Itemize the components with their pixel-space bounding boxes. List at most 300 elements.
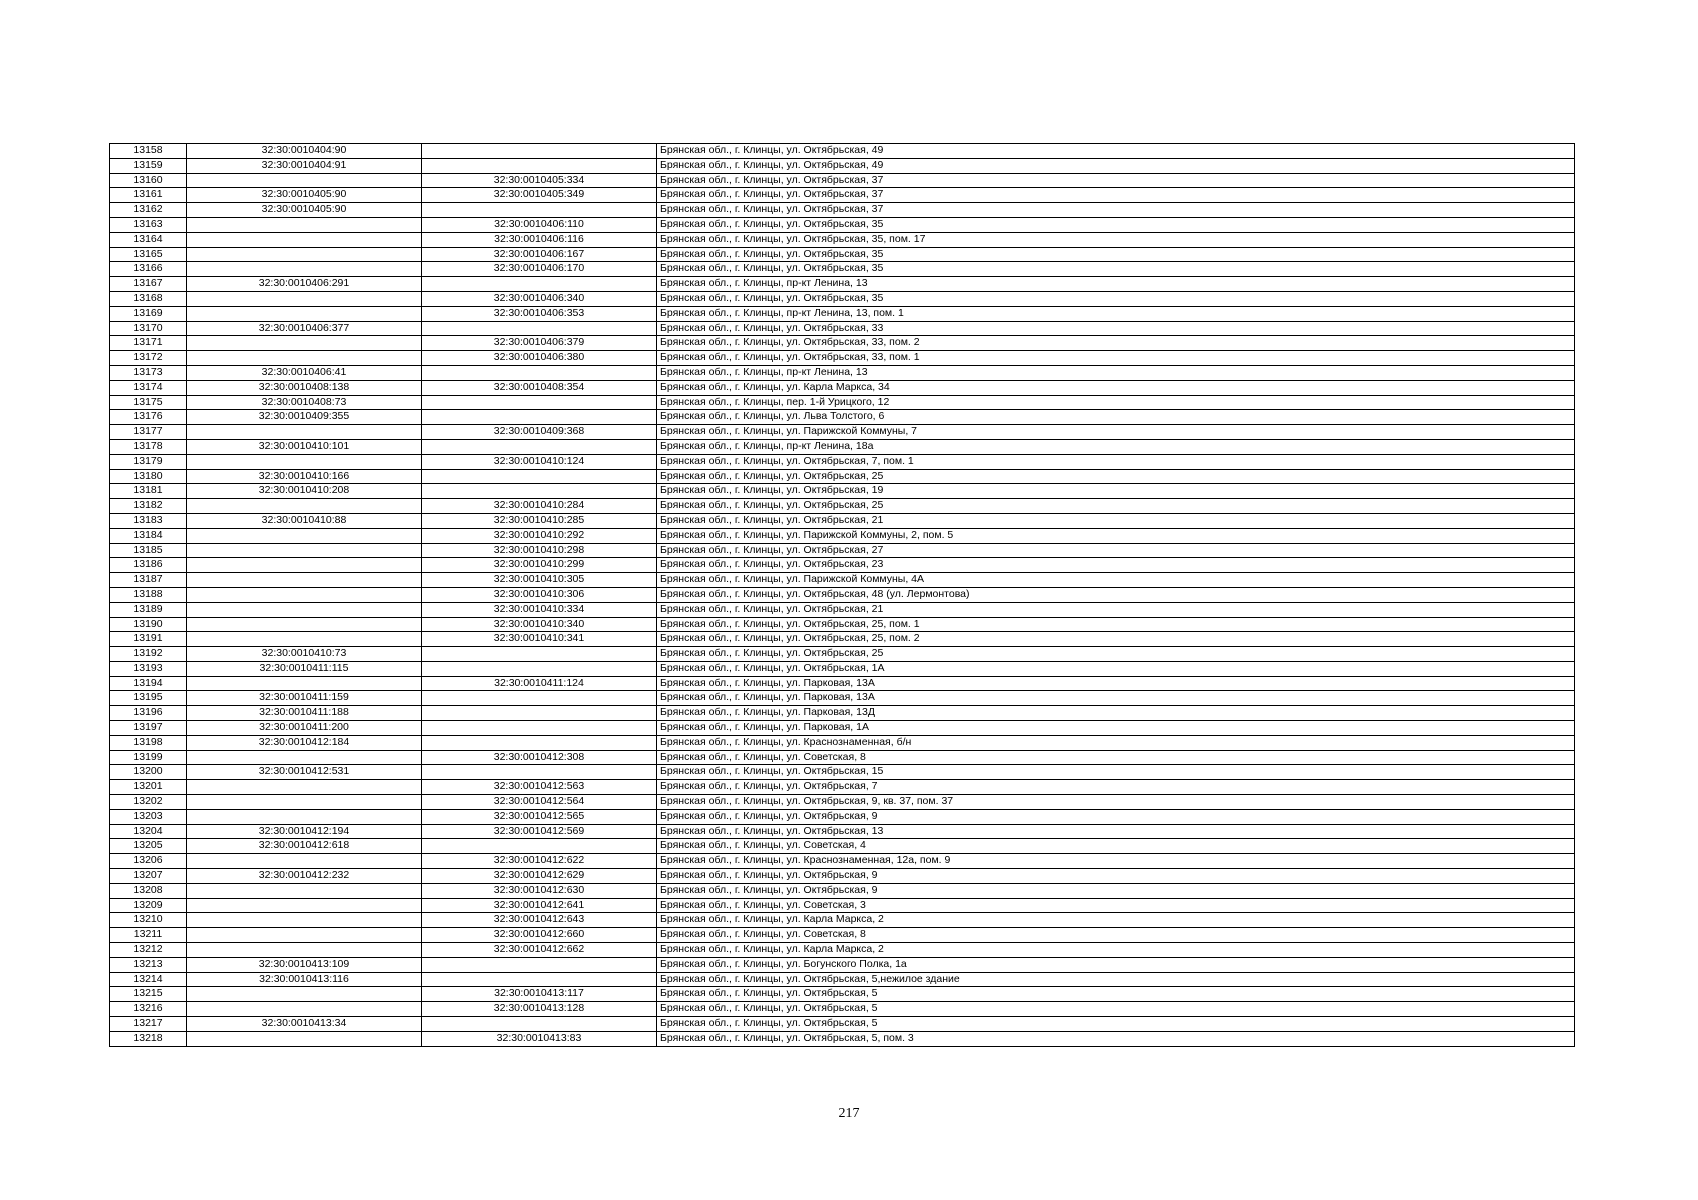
address-cell: Брянская обл., г. Клинцы, ул. Октябрьская, 25, пом. 2 (657, 632, 1575, 647)
building-cadastral-number-cell: 32:30:0010410:285 (422, 513, 657, 528)
building-cadastral-number-cell: 32:30:0010410:124 (422, 454, 657, 469)
table-row (110, 513, 1575, 528)
address-cell: Брянская обл., г. Клинцы, ул. Октябрьская, 35 (657, 217, 1575, 232)
row-number-cell: 13186 (110, 558, 187, 573)
address-cell: Брянская обл., г. Клинцы, ул. Парковая, 13А (657, 676, 1575, 691)
row-number-cell: 13187 (110, 573, 187, 588)
building-cadastral-number-cell (422, 484, 657, 499)
row-number-cell: 13167 (110, 277, 187, 292)
building-cadastral-number-cell (422, 203, 657, 218)
land-cadastral-number-cell: 32:30:0010412:184 (187, 735, 422, 750)
table-row (110, 765, 1575, 780)
registry-table-body (110, 144, 1575, 1047)
row-number-cell: 13185 (110, 543, 187, 558)
land-cadastral-number-cell (187, 247, 422, 262)
land-cadastral-number-cell (187, 943, 422, 958)
building-cadastral-number-cell: 32:30:0010406:379 (422, 336, 657, 351)
row-number-cell: 13163 (110, 217, 187, 232)
table-row (110, 602, 1575, 617)
row-number-cell: 13158 (110, 144, 187, 159)
row-number-cell: 13204 (110, 824, 187, 839)
building-cadastral-number-cell (422, 410, 657, 425)
land-cadastral-number-cell (187, 173, 422, 188)
row-number-cell: 13164 (110, 232, 187, 247)
building-cadastral-number-cell: 32:30:0010412:630 (422, 883, 657, 898)
land-cadastral-number-cell: 32:30:0010408:73 (187, 395, 422, 410)
row-number-cell: 13176 (110, 410, 187, 425)
building-cadastral-number-cell (422, 144, 657, 159)
row-number-cell: 13194 (110, 676, 187, 691)
table-row (110, 869, 1575, 884)
address-cell: Брянская обл., г. Клинцы, ул. Октябрьская, 9 (657, 883, 1575, 898)
land-cadastral-number-cell (187, 336, 422, 351)
table-row (110, 898, 1575, 913)
row-number-cell: 13205 (110, 839, 187, 854)
row-number-cell: 13215 (110, 987, 187, 1002)
table-row (110, 854, 1575, 869)
land-cadastral-number-cell: 32:30:0010410:208 (187, 484, 422, 499)
building-cadastral-number-cell: 32:30:0010412:660 (422, 928, 657, 943)
row-number-cell: 13168 (110, 291, 187, 306)
land-cadastral-number-cell: 32:30:0010408:138 (187, 380, 422, 395)
building-cadastral-number-cell (422, 647, 657, 662)
table-row (110, 780, 1575, 795)
address-cell: Брянская обл., г. Клинцы, ул. Октябрьская, 21 (657, 513, 1575, 528)
building-cadastral-number-cell (422, 395, 657, 410)
land-cadastral-number-cell (187, 809, 422, 824)
table-row (110, 839, 1575, 854)
building-cadastral-number-cell (422, 957, 657, 972)
land-cadastral-number-cell: 32:30:0010412:618 (187, 839, 422, 854)
building-cadastral-number-cell (422, 158, 657, 173)
land-cadastral-number-cell: 32:30:0010404:91 (187, 158, 422, 173)
address-cell: Брянская обл., г. Клинцы, ул. Октябрьская, 33, пом. 1 (657, 351, 1575, 366)
address-cell: Брянская обл., г. Клинцы, ул. Советская, 4 (657, 839, 1575, 854)
address-cell: Брянская обл., г. Клинцы, ул. Октябрьская, 7, пом. 1 (657, 454, 1575, 469)
page-number: 217 (838, 1106, 860, 1121)
building-cadastral-number-cell: 32:30:0010412:563 (422, 780, 657, 795)
row-number-cell: 13179 (110, 454, 187, 469)
table-row (110, 380, 1575, 395)
table-row (110, 795, 1575, 810)
building-cadastral-number-cell (422, 321, 657, 336)
land-cadastral-number-cell (187, 750, 422, 765)
building-cadastral-number-cell: 32:30:0010406:110 (422, 217, 657, 232)
address-cell: Брянская обл., г. Клинцы, ул. Октябрьская, 35 (657, 262, 1575, 277)
table-row (110, 1002, 1575, 1017)
land-cadastral-number-cell (187, 543, 422, 558)
row-number-cell: 13188 (110, 587, 187, 602)
land-cadastral-number-cell: 32:30:0010412:194 (187, 824, 422, 839)
table-row (110, 676, 1575, 691)
table-row (110, 425, 1575, 440)
building-cadastral-number-cell: 32:30:0010413:128 (422, 1002, 657, 1017)
table-row (110, 173, 1575, 188)
row-number-cell: 13207 (110, 869, 187, 884)
table-row (110, 232, 1575, 247)
building-cadastral-number-cell: 32:30:0010410:284 (422, 499, 657, 514)
address-cell: Брянская обл., г. Клинцы, ул. Парижской Коммуны, 2, пом. 5 (657, 528, 1575, 543)
table-row (110, 188, 1575, 203)
table-row (110, 321, 1575, 336)
row-number-cell: 13177 (110, 425, 187, 440)
row-number-cell: 13203 (110, 809, 187, 824)
row-number-cell: 13173 (110, 365, 187, 380)
land-cadastral-number-cell (187, 217, 422, 232)
table-row (110, 543, 1575, 558)
table-row (110, 943, 1575, 958)
building-cadastral-number-cell: 32:30:0010410:305 (422, 573, 657, 588)
table-row (110, 587, 1575, 602)
address-cell: Брянская обл., г. Клинцы, ул. Октябрьская, 27 (657, 543, 1575, 558)
table-row (110, 617, 1575, 632)
row-number-cell: 13206 (110, 854, 187, 869)
row-number-cell: 13161 (110, 188, 187, 203)
address-cell: Брянская обл., г. Клинцы, ул. Парковая, 13А (657, 691, 1575, 706)
land-cadastral-number-cell (187, 351, 422, 366)
address-cell: Брянская обл., г. Клинцы, ул. Октябрьская, 7 (657, 780, 1575, 795)
building-cadastral-number-cell: 32:30:0010408:354 (422, 380, 657, 395)
building-cadastral-number-cell: 32:30:0010409:368 (422, 425, 657, 440)
land-cadastral-number-cell: 32:30:0010404:90 (187, 144, 422, 159)
table-row (110, 484, 1575, 499)
table-row (110, 957, 1575, 972)
building-cadastral-number-cell (422, 469, 657, 484)
building-cadastral-number-cell (422, 765, 657, 780)
land-cadastral-number-cell (187, 454, 422, 469)
table-row (110, 262, 1575, 277)
building-cadastral-number-cell (422, 661, 657, 676)
row-number-cell: 13197 (110, 721, 187, 736)
address-cell: Брянская обл., г. Клинцы, пр-кт Ленина, 13 (657, 365, 1575, 380)
land-cadastral-number-cell (187, 262, 422, 277)
address-cell: Брянская обл., г. Клинцы, ул. Советская, 3 (657, 898, 1575, 913)
address-cell: Брянская обл., г. Клинцы, ул. Октябрьская, 33, пом. 2 (657, 336, 1575, 351)
address-cell: Брянская обл., г. Клинцы, ул. Советская, 8 (657, 928, 1575, 943)
address-cell: Брянская обл., г. Клинцы, пр-кт Ленина, 18а (657, 439, 1575, 454)
row-number-cell: 13192 (110, 647, 187, 662)
land-cadastral-number-cell (187, 587, 422, 602)
building-cadastral-number-cell: 32:30:0010412:629 (422, 869, 657, 884)
land-cadastral-number-cell (187, 602, 422, 617)
row-number-cell: 13190 (110, 617, 187, 632)
building-cadastral-number-cell (422, 721, 657, 736)
address-cell: Брянская обл., г. Клинцы, ул. Карла Маркса, 34 (657, 380, 1575, 395)
address-cell: Брянская обл., г. Клинцы, пер. 1-й Урицкого, 12 (657, 395, 1575, 410)
building-cadastral-number-cell: 32:30:0010410:306 (422, 587, 657, 602)
row-number-cell: 13199 (110, 750, 187, 765)
land-cadastral-number-cell (187, 632, 422, 647)
land-cadastral-number-cell: 32:30:0010411:159 (187, 691, 422, 706)
building-cadastral-number-cell: 32:30:0010406:116 (422, 232, 657, 247)
table-row (110, 661, 1575, 676)
registry-table (109, 143, 1575, 1047)
address-cell: Брянская обл., г. Клинцы, ул. Октябрьская, 49 (657, 158, 1575, 173)
building-cadastral-number-cell: 32:30:0010411:124 (422, 676, 657, 691)
building-cadastral-number-cell (422, 691, 657, 706)
address-cell: Брянская обл., г. Клинцы, ул. Октябрьская, 25 (657, 499, 1575, 514)
row-number-cell: 13196 (110, 706, 187, 721)
address-cell: Брянская обл., г. Клинцы, ул. Краснознаменная, б/н (657, 735, 1575, 750)
land-cadastral-number-cell (187, 928, 422, 943)
building-cadastral-number-cell (422, 277, 657, 292)
address-cell: Брянская обл., г. Клинцы, ул. Октябрьская, 37 (657, 188, 1575, 203)
row-number-cell: 13208 (110, 883, 187, 898)
row-number-cell: 13171 (110, 336, 187, 351)
row-number-cell: 13162 (110, 203, 187, 218)
land-cadastral-number-cell (187, 306, 422, 321)
row-number-cell: 13193 (110, 661, 187, 676)
table-row (110, 291, 1575, 306)
row-number-cell: 13200 (110, 765, 187, 780)
row-number-cell: 13217 (110, 1017, 187, 1032)
land-cadastral-number-cell: 32:30:0010411:188 (187, 706, 422, 721)
table-row (110, 809, 1575, 824)
address-cell: Брянская обл., г. Клинцы, пр-кт Ленина, 13 (657, 277, 1575, 292)
building-cadastral-number-cell: 32:30:0010413:83 (422, 1031, 657, 1046)
row-number-cell: 13184 (110, 528, 187, 543)
land-cadastral-number-cell: 32:30:0010413:116 (187, 972, 422, 987)
table-row (110, 454, 1575, 469)
building-cadastral-number-cell: 32:30:0010406:353 (422, 306, 657, 321)
land-cadastral-number-cell (187, 987, 422, 1002)
row-number-cell: 13198 (110, 735, 187, 750)
table-row (110, 158, 1575, 173)
table-row (110, 706, 1575, 721)
table-row (110, 735, 1575, 750)
address-cell: Брянская обл., г. Клинцы, ул. Октябрьская, 49 (657, 144, 1575, 159)
land-cadastral-number-cell: 32:30:0010410:166 (187, 469, 422, 484)
address-cell: Брянская обл., г. Клинцы, ул. Октябрьская, 35, пом. 17 (657, 232, 1575, 247)
building-cadastral-number-cell: 32:30:0010410:334 (422, 602, 657, 617)
table-row (110, 365, 1575, 380)
land-cadastral-number-cell (187, 232, 422, 247)
land-cadastral-number-cell (187, 676, 422, 691)
address-cell: Брянская обл., г. Клинцы, ул. Октябрьская, 35 (657, 291, 1575, 306)
land-cadastral-number-cell: 32:30:0010405:90 (187, 188, 422, 203)
row-number-cell: 13182 (110, 499, 187, 514)
row-number-cell: 13180 (110, 469, 187, 484)
land-cadastral-number-cell (187, 913, 422, 928)
building-cadastral-number-cell: 32:30:0010406:340 (422, 291, 657, 306)
row-number-cell: 13201 (110, 780, 187, 795)
building-cadastral-number-cell: 32:30:0010412:308 (422, 750, 657, 765)
land-cadastral-number-cell (187, 291, 422, 306)
table-row (110, 469, 1575, 484)
table-row (110, 351, 1575, 366)
address-cell: Брянская обл., г. Клинцы, ул. Октябрьская, 19 (657, 484, 1575, 499)
building-cadastral-number-cell: 32:30:0010413:117 (422, 987, 657, 1002)
building-cadastral-number-cell: 32:30:0010410:292 (422, 528, 657, 543)
table-row (110, 395, 1575, 410)
address-cell: Брянская обл., г. Клинцы, ул. Октябрьская, 1А (657, 661, 1575, 676)
address-cell: Брянская обл., г. Клинцы, ул. Парижской Коммуны, 7 (657, 425, 1575, 440)
row-number-cell: 13183 (110, 513, 187, 528)
land-cadastral-number-cell (187, 795, 422, 810)
table-row (110, 750, 1575, 765)
address-cell: Брянская обл., г. Клинцы, ул. Льва Толстого, 6 (657, 410, 1575, 425)
building-cadastral-number-cell (422, 839, 657, 854)
table-row (110, 913, 1575, 928)
table-row (110, 558, 1575, 573)
land-cadastral-number-cell (187, 528, 422, 543)
address-cell: Брянская обл., г. Клинцы, ул. Октябрьская, 48 (ул. Лермонтова) (657, 587, 1575, 602)
table-row (110, 439, 1575, 454)
address-cell: Брянская обл., г. Клинцы, ул. Советская, 8 (657, 750, 1575, 765)
address-cell: Брянская обл., г. Клинцы, ул. Октябрьская, 5 (657, 1002, 1575, 1017)
address-cell: Брянская обл., г. Клинцы, ул. Октябрьская, 25, пом. 1 (657, 617, 1575, 632)
land-cadastral-number-cell: 32:30:0010406:291 (187, 277, 422, 292)
address-cell: Брянская обл., г. Клинцы, ул. Парковая, 13Д (657, 706, 1575, 721)
row-number-cell: 13212 (110, 943, 187, 958)
land-cadastral-number-cell: 32:30:0010406:377 (187, 321, 422, 336)
row-number-cell: 13195 (110, 691, 187, 706)
row-number-cell: 13175 (110, 395, 187, 410)
address-cell: Брянская обл., г. Клинцы, ул. Карла Маркса, 2 (657, 913, 1575, 928)
land-cadastral-number-cell (187, 1002, 422, 1017)
address-cell: Брянская обл., г. Клинцы, ул. Парижской Коммуны, 4А (657, 573, 1575, 588)
building-cadastral-number-cell: 32:30:0010412:569 (422, 824, 657, 839)
address-cell: Брянская обл., г. Клинцы, ул. Октябрьская, 5 (657, 1017, 1575, 1032)
row-number-cell: 13160 (110, 173, 187, 188)
table-row (110, 247, 1575, 262)
address-cell: Брянская обл., г. Клинцы, ул. Богунского Полка, 1а (657, 957, 1575, 972)
table-row (110, 144, 1575, 159)
land-cadastral-number-cell: 32:30:0010410:101 (187, 439, 422, 454)
row-number-cell: 13159 (110, 158, 187, 173)
land-cadastral-number-cell: 32:30:0010413:34 (187, 1017, 422, 1032)
land-cadastral-number-cell: 32:30:0010411:115 (187, 661, 422, 676)
row-number-cell: 13174 (110, 380, 187, 395)
table-row (110, 647, 1575, 662)
building-cadastral-number-cell: 32:30:0010410:341 (422, 632, 657, 647)
address-cell: Брянская обл., г. Клинцы, ул. Карла Маркса, 2 (657, 943, 1575, 958)
address-cell: Брянская обл., г. Клинцы, пр-кт Ленина, 13, пом. 1 (657, 306, 1575, 321)
row-number-cell: 13210 (110, 913, 187, 928)
table-row (110, 987, 1575, 1002)
building-cadastral-number-cell: 32:30:0010412:565 (422, 809, 657, 824)
row-number-cell: 13218 (110, 1031, 187, 1046)
building-cadastral-number-cell (422, 365, 657, 380)
land-cadastral-number-cell (187, 883, 422, 898)
land-cadastral-number-cell (187, 499, 422, 514)
address-cell: Брянская обл., г. Клинцы, ул. Октябрьская, 5 (657, 987, 1575, 1002)
building-cadastral-number-cell: 32:30:0010412:564 (422, 795, 657, 810)
table-row (110, 972, 1575, 987)
building-cadastral-number-cell: 32:30:0010405:334 (422, 173, 657, 188)
address-cell: Брянская обл., г. Клинцы, ул. Октябрьская, 33 (657, 321, 1575, 336)
address-cell: Брянская обл., г. Клинцы, ул. Октябрьская, 5, пом. 3 (657, 1031, 1575, 1046)
address-cell: Брянская обл., г. Клинцы, ул. Октябрьская, 9, кв. 37, пом. 37 (657, 795, 1575, 810)
land-cadastral-number-cell: 32:30:0010411:200 (187, 721, 422, 736)
building-cadastral-number-cell: 32:30:0010406:170 (422, 262, 657, 277)
row-number-cell: 13172 (110, 351, 187, 366)
building-cadastral-number-cell: 32:30:0010412:643 (422, 913, 657, 928)
table-row (110, 824, 1575, 839)
building-cadastral-number-cell: 32:30:0010406:167 (422, 247, 657, 262)
row-number-cell: 13216 (110, 1002, 187, 1017)
row-number-cell: 13214 (110, 972, 187, 987)
address-cell: Брянская обл., г. Клинцы, ул. Октябрьская, 21 (657, 602, 1575, 617)
address-cell: Брянская обл., г. Клинцы, ул. Октябрьская, 25 (657, 647, 1575, 662)
row-number-cell: 13209 (110, 898, 187, 913)
address-cell: Брянская обл., г. Клинцы, ул. Октябрьская, 9 (657, 809, 1575, 824)
land-cadastral-number-cell (187, 558, 422, 573)
address-cell: Брянская обл., г. Клинцы, ул. Октябрьская, 23 (657, 558, 1575, 573)
building-cadastral-number-cell: 32:30:0010412:622 (422, 854, 657, 869)
table-row (110, 203, 1575, 218)
address-cell: Брянская обл., г. Клинцы, ул. Октябрьская, 13 (657, 824, 1575, 839)
building-cadastral-number-cell: 32:30:0010412:641 (422, 898, 657, 913)
table-row (110, 528, 1575, 543)
table-row (110, 499, 1575, 514)
building-cadastral-number-cell (422, 735, 657, 750)
land-cadastral-number-cell: 32:30:0010410:88 (187, 513, 422, 528)
land-cadastral-number-cell (187, 898, 422, 913)
building-cadastral-number-cell (422, 1017, 657, 1032)
address-cell: Брянская обл., г. Клинцы, ул. Октябрьская, 15 (657, 765, 1575, 780)
table-row (110, 217, 1575, 232)
table-row (110, 632, 1575, 647)
row-number-cell: 13191 (110, 632, 187, 647)
land-cadastral-number-cell (187, 1031, 422, 1046)
land-cadastral-number-cell (187, 854, 422, 869)
row-number-cell: 13170 (110, 321, 187, 336)
row-number-cell: 13165 (110, 247, 187, 262)
table-row (110, 277, 1575, 292)
building-cadastral-number-cell: 32:30:0010410:340 (422, 617, 657, 632)
land-cadastral-number-cell: 32:30:0010409:355 (187, 410, 422, 425)
land-cadastral-number-cell (187, 425, 422, 440)
address-cell: Брянская обл., г. Клинцы, ул. Октябрьская, 37 (657, 173, 1575, 188)
table-row (110, 336, 1575, 351)
address-cell: Брянская обл., г. Клинцы, ул. Октябрьская, 9 (657, 869, 1575, 884)
building-cadastral-number-cell (422, 439, 657, 454)
row-number-cell: 13169 (110, 306, 187, 321)
building-cadastral-number-cell: 32:30:0010405:349 (422, 188, 657, 203)
land-cadastral-number-cell: 32:30:0010406:41 (187, 365, 422, 380)
table-row (110, 573, 1575, 588)
row-number-cell: 13213 (110, 957, 187, 972)
table-row (110, 691, 1575, 706)
building-cadastral-number-cell: 32:30:0010406:380 (422, 351, 657, 366)
land-cadastral-number-cell: 32:30:0010413:109 (187, 957, 422, 972)
address-cell: Брянская обл., г. Клинцы, ул. Октябрьская, 5,нежилое здание (657, 972, 1575, 987)
address-cell: Брянская обл., г. Клинцы, ул. Октябрьская, 25 (657, 469, 1575, 484)
building-cadastral-number-cell (422, 972, 657, 987)
land-cadastral-number-cell (187, 780, 422, 795)
building-cadastral-number-cell (422, 706, 657, 721)
table-row (110, 306, 1575, 321)
land-cadastral-number-cell: 32:30:0010405:90 (187, 203, 422, 218)
row-number-cell: 13166 (110, 262, 187, 277)
table-row (110, 928, 1575, 943)
row-number-cell: 13189 (110, 602, 187, 617)
land-cadastral-number-cell (187, 617, 422, 632)
land-cadastral-number-cell: 32:30:0010410:73 (187, 647, 422, 662)
land-cadastral-number-cell: 32:30:0010412:232 (187, 869, 422, 884)
table-row (110, 1017, 1575, 1032)
row-number-cell: 13202 (110, 795, 187, 810)
table-row (110, 721, 1575, 736)
building-cadastral-number-cell: 32:30:0010412:662 (422, 943, 657, 958)
building-cadastral-number-cell: 32:30:0010410:299 (422, 558, 657, 573)
address-cell: Брянская обл., г. Клинцы, ул. Октябрьская, 35 (657, 247, 1575, 262)
table-row (110, 883, 1575, 898)
row-number-cell: 13178 (110, 439, 187, 454)
land-cadastral-number-cell (187, 573, 422, 588)
land-cadastral-number-cell: 32:30:0010412:531 (187, 765, 422, 780)
